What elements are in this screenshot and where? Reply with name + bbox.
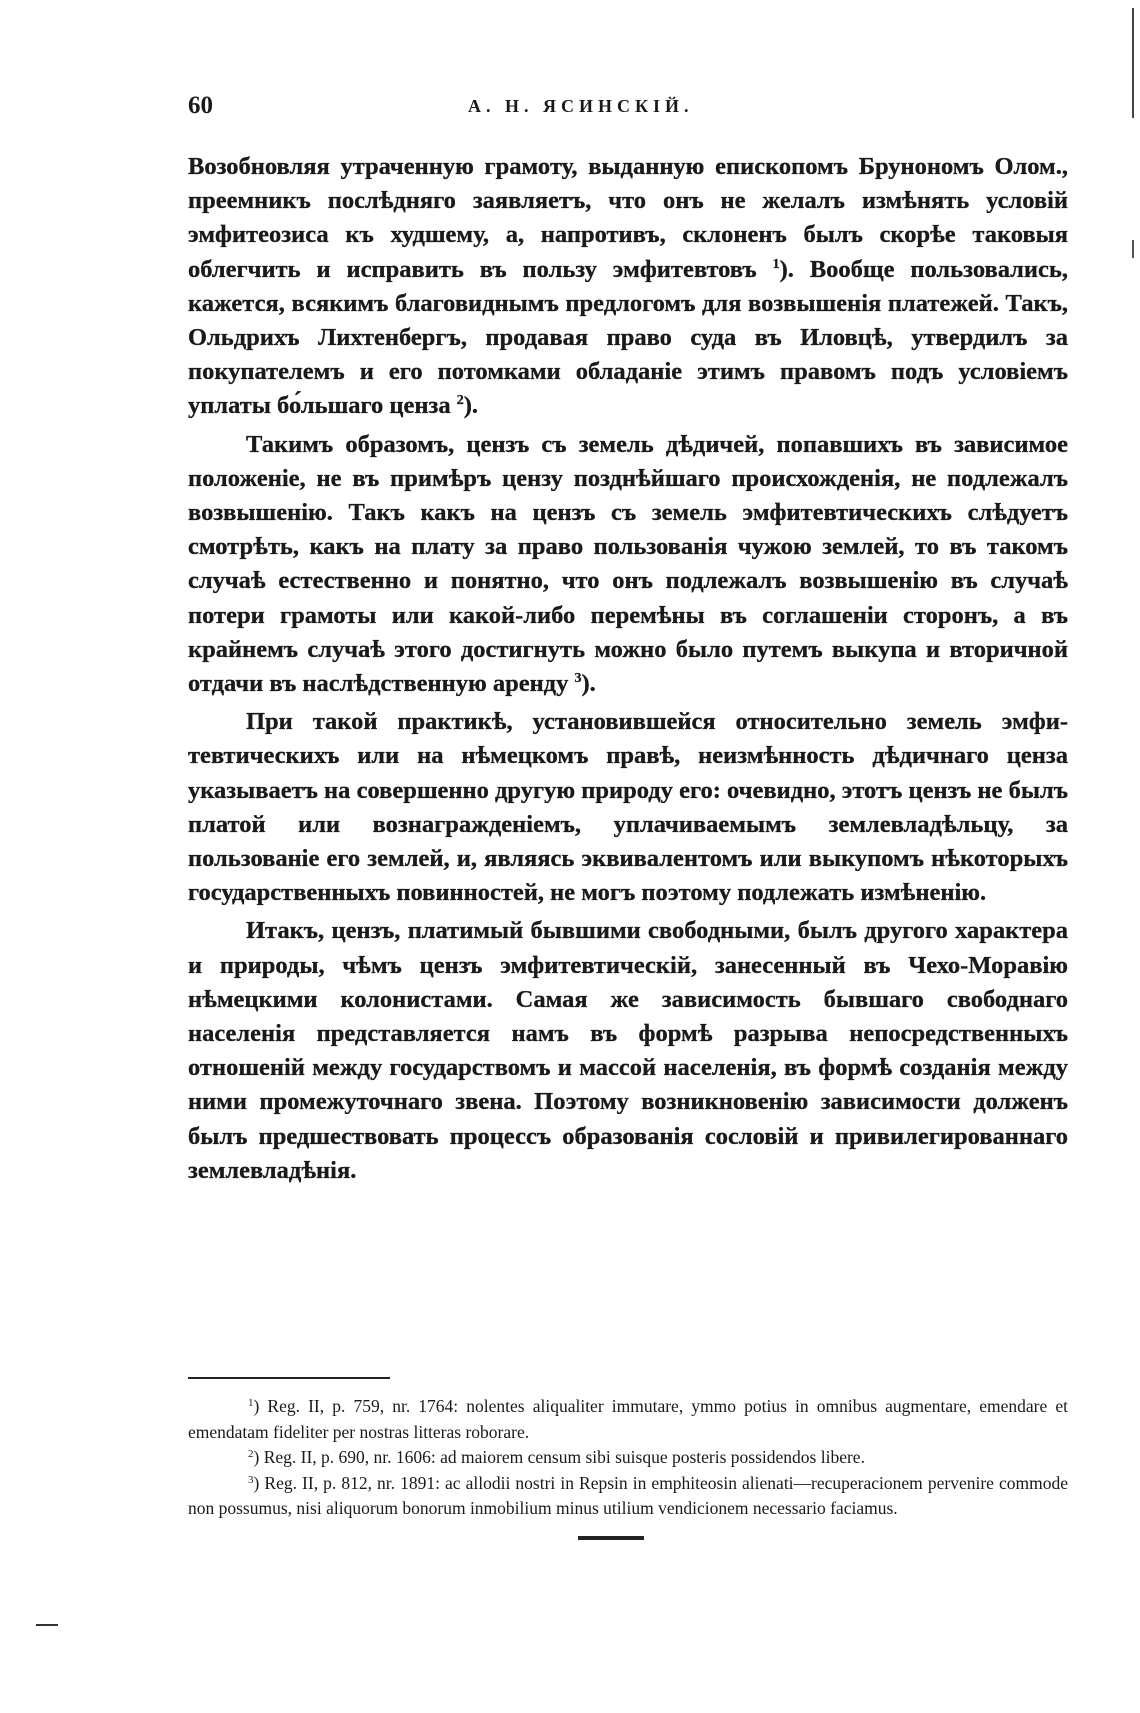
paragraph-3: При такой практикѣ, установившейся относительно земель эмфитевтическихъ или на нѣмецкомъ правѣ, неизмѣнность дѣдичнаго ценза указываетъ на совершенно другую природу его: очевидно, этотъ цензъ не былъ платой или вознагражденіемъ, уплачиваемымъ землевладѣльцу, за пользованіе его землей, и, являясь эквивалентомъ или выкупомъ нѣкоторыхъ государственныхъ повинностей, не могъ поэтому подлежать измѣненію. (188, 708, 1068, 907)
paragraph-1-text-a: Возобновляя утраченную грамоту, выданную епископомъ Брунономъ Олом., преемникъ послѣдняго заявляетъ, что онъ не желалъ измѣнять условій эмфитеозиса къ худшему, а, напротивъ, склоненъ былъ скорѣе таковыя облегчить и исправить въ пользу эмфитевтовъ (188, 153, 1068, 283)
scan-edge-line (1132, 8, 1134, 118)
paragraph-2 (188, 428, 1068, 702)
paragraph-1-text-b: ). Вообще пользовались, кажется, всякимъ благовиднымъ предлогомъ для возвышенія платежей. Такъ, Ольдрихъ Лихтенбергъ, продавая право суда въ Иловцѣ, утвердилъ за покупателемъ и его потомками обладаніе этимъ правомъ подъ условіемъ уплаты бо́льшаго ценза (188, 255, 1068, 420)
footnote-2 (188, 1445, 1068, 1471)
running-title: А. Н. ЯСИНСКІЙ. (468, 96, 694, 116)
scan-margin-dash (36, 1624, 58, 1626)
paragraph-2-text-a: Такимъ образомъ, цензъ съ земель дѣдичей, попавшихъ въ зависимое положеніе, не въ примѣръ цензу позднѣйшаго происхожденія, не подлежалъ возвышенію. Такъ какъ на цензъ съ земель эмфитевтическихъ слѣдуетъ смотрѣть, какъ на плату за право пользованія чужою землей, то въ такомъ случаѣ естественно и понятно, что онъ подлежалъ возвышенію въ случаѣ потери грамоты или какой-либо перемѣны въ соглашеніи сторонъ, а въ крайнемъ случаѣ этого достигнуть можно было путемъ выкупа и вторичной отдачи въ наслѣдственную аренду (188, 430, 1068, 698)
footnote-ref-3[interactable]: 3 (574, 671, 582, 687)
footnote-ref-1[interactable]: 1 (772, 256, 780, 272)
footnote-1-mark: 1 (248, 1397, 254, 1409)
end-of-page-rule (578, 1536, 644, 1540)
footnote-3 (188, 1471, 1068, 1522)
paragraph-1 (188, 150, 1068, 424)
footnote-ref-2[interactable]: 2 (456, 393, 464, 409)
paragraph-1-text-c: ). (463, 392, 479, 420)
paragraph-4: Итакъ, цензъ, платимый бывшими свободными, былъ другого характера и природы, чѣмъ цензъ эмфитевтическій, занесенный въ Чехо-Моравію нѣмецкими колонистами. Самая же зависимость бывшаго свободнаго населенія представляется намъ въ формѣ разрыва непосредственныхъ отношеній между государствомъ и массой населенія, въ формѣ созданія между ними промежуточнаго звена. Поэтому возникновенію зависимости долженъ былъ предшествовать процессъ образованія сословій и привилегированнаго землевладѣнія. (188, 917, 1068, 1184)
page-number: 60 (188, 92, 213, 119)
footnote-3-text: ) Reg. II, p. 812, nr. 1891: ac allodii nostri in Repsin in emphiteosin alienati—recuperacionem pervenire commode non possumus, nisi aliquorum bonorum inmobilium minus utilium vendicionem necessario faciamus. (188, 1472, 1068, 1519)
main-text (188, 150, 1068, 1192)
running-header (188, 92, 1068, 132)
footnote-3-mark: 3 (248, 1473, 254, 1486)
footnote-1 (188, 1394, 1068, 1445)
footnote-2-text: ) Reg. II, p. 690, nr. 1606: ad maiorem censum sibi suisque posteris possidendos libere. (253, 1447, 865, 1468)
scan-edge-mark (1132, 240, 1134, 258)
paragraph-2-text-b: ). (581, 670, 596, 698)
footnote-separator (188, 1377, 390, 1379)
footnotes (188, 1394, 1068, 1522)
footnote-1-text: ) Reg. II, p. 759, nr. 1764: nolentes aliqualiter immutare, ymmo potius in omnibus augmentare, emendare et emendatam fideliter per nostras litteras roborare. (188, 1396, 1068, 1442)
footnote-2-mark: 2 (248, 1448, 254, 1461)
